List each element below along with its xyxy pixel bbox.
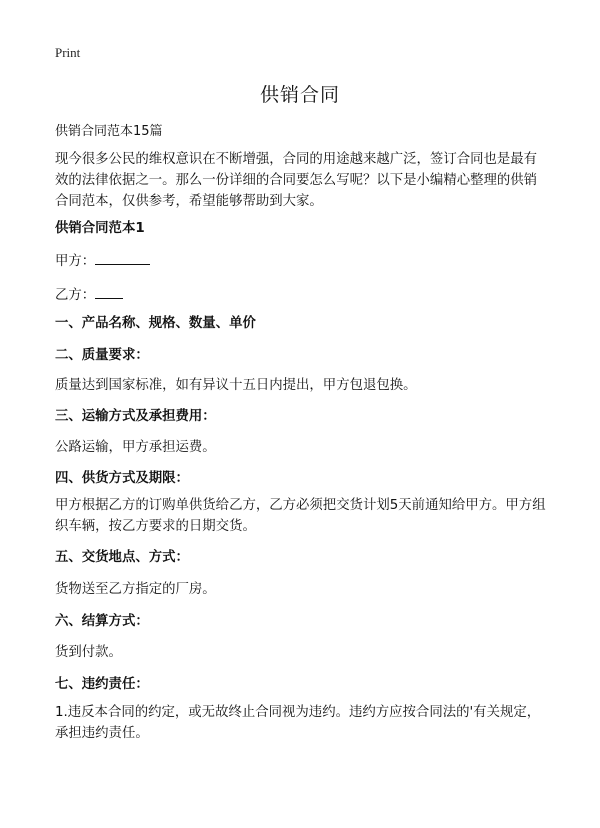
party-b-blank bbox=[95, 284, 123, 299]
section-5-body: 货物送至乙方指定的厂房。 bbox=[55, 582, 216, 597]
document-title: 供销合同 bbox=[259, 84, 340, 106]
section-7-heading: 七、违约责任： bbox=[55, 677, 149, 692]
section-4-heading: 四、供货方式及期限： bbox=[55, 471, 189, 486]
section-2-body: 质量达到国家标准，如有异议十五日内提出，甲方包退包换。 bbox=[55, 378, 417, 393]
party-b-line bbox=[55, 284, 123, 303]
section-4-body: 甲方根据乙方的订购单供货给乙方，乙方必须把交货计划5天前通知给甲方。甲方组织车辆，按乙方要求的日期交货。 bbox=[55, 498, 546, 534]
party-a-label: 甲方： bbox=[55, 254, 96, 269]
section-5-heading: 五、交货地点、方式： bbox=[55, 550, 189, 565]
section-6-heading: 六、结算方式： bbox=[55, 614, 149, 629]
party-b-label: 乙方： bbox=[55, 288, 96, 303]
document-subtitle: 供销合同范本15篇 bbox=[55, 124, 163, 139]
print-label[interactable]: Print bbox=[55, 45, 81, 60]
section-1-heading: 一、产品名称、规格、数量、单价 bbox=[55, 316, 256, 331]
party-a-blank bbox=[95, 250, 150, 265]
section-2-heading: 二、质量要求： bbox=[55, 348, 149, 363]
section-6-body: 货到付款。 bbox=[55, 645, 122, 660]
section-3-body: 公路运输，甲方承担运费。 bbox=[55, 440, 216, 455]
section-3-heading: 三、运输方式及承担费用： bbox=[55, 409, 216, 424]
party-a-line bbox=[55, 250, 150, 269]
intro-paragraph: 现今很多公民的维权意识在不断增强，合同的用途越来越广泛，签订合同也是最有效的法律依据之一。那么一份详细的合同要怎么写呢？以下是小编精心整理的供销合同范本，仅供参考，希望能够帮助到大家。 bbox=[55, 152, 538, 209]
sample-heading: 供销合同范本1 bbox=[55, 221, 145, 236]
section-7-body: 1.违反本合同的约定，或无故终止合同视为违约。违约方应按合同法的'有关规定，承担违约责任。 bbox=[55, 705, 541, 741]
